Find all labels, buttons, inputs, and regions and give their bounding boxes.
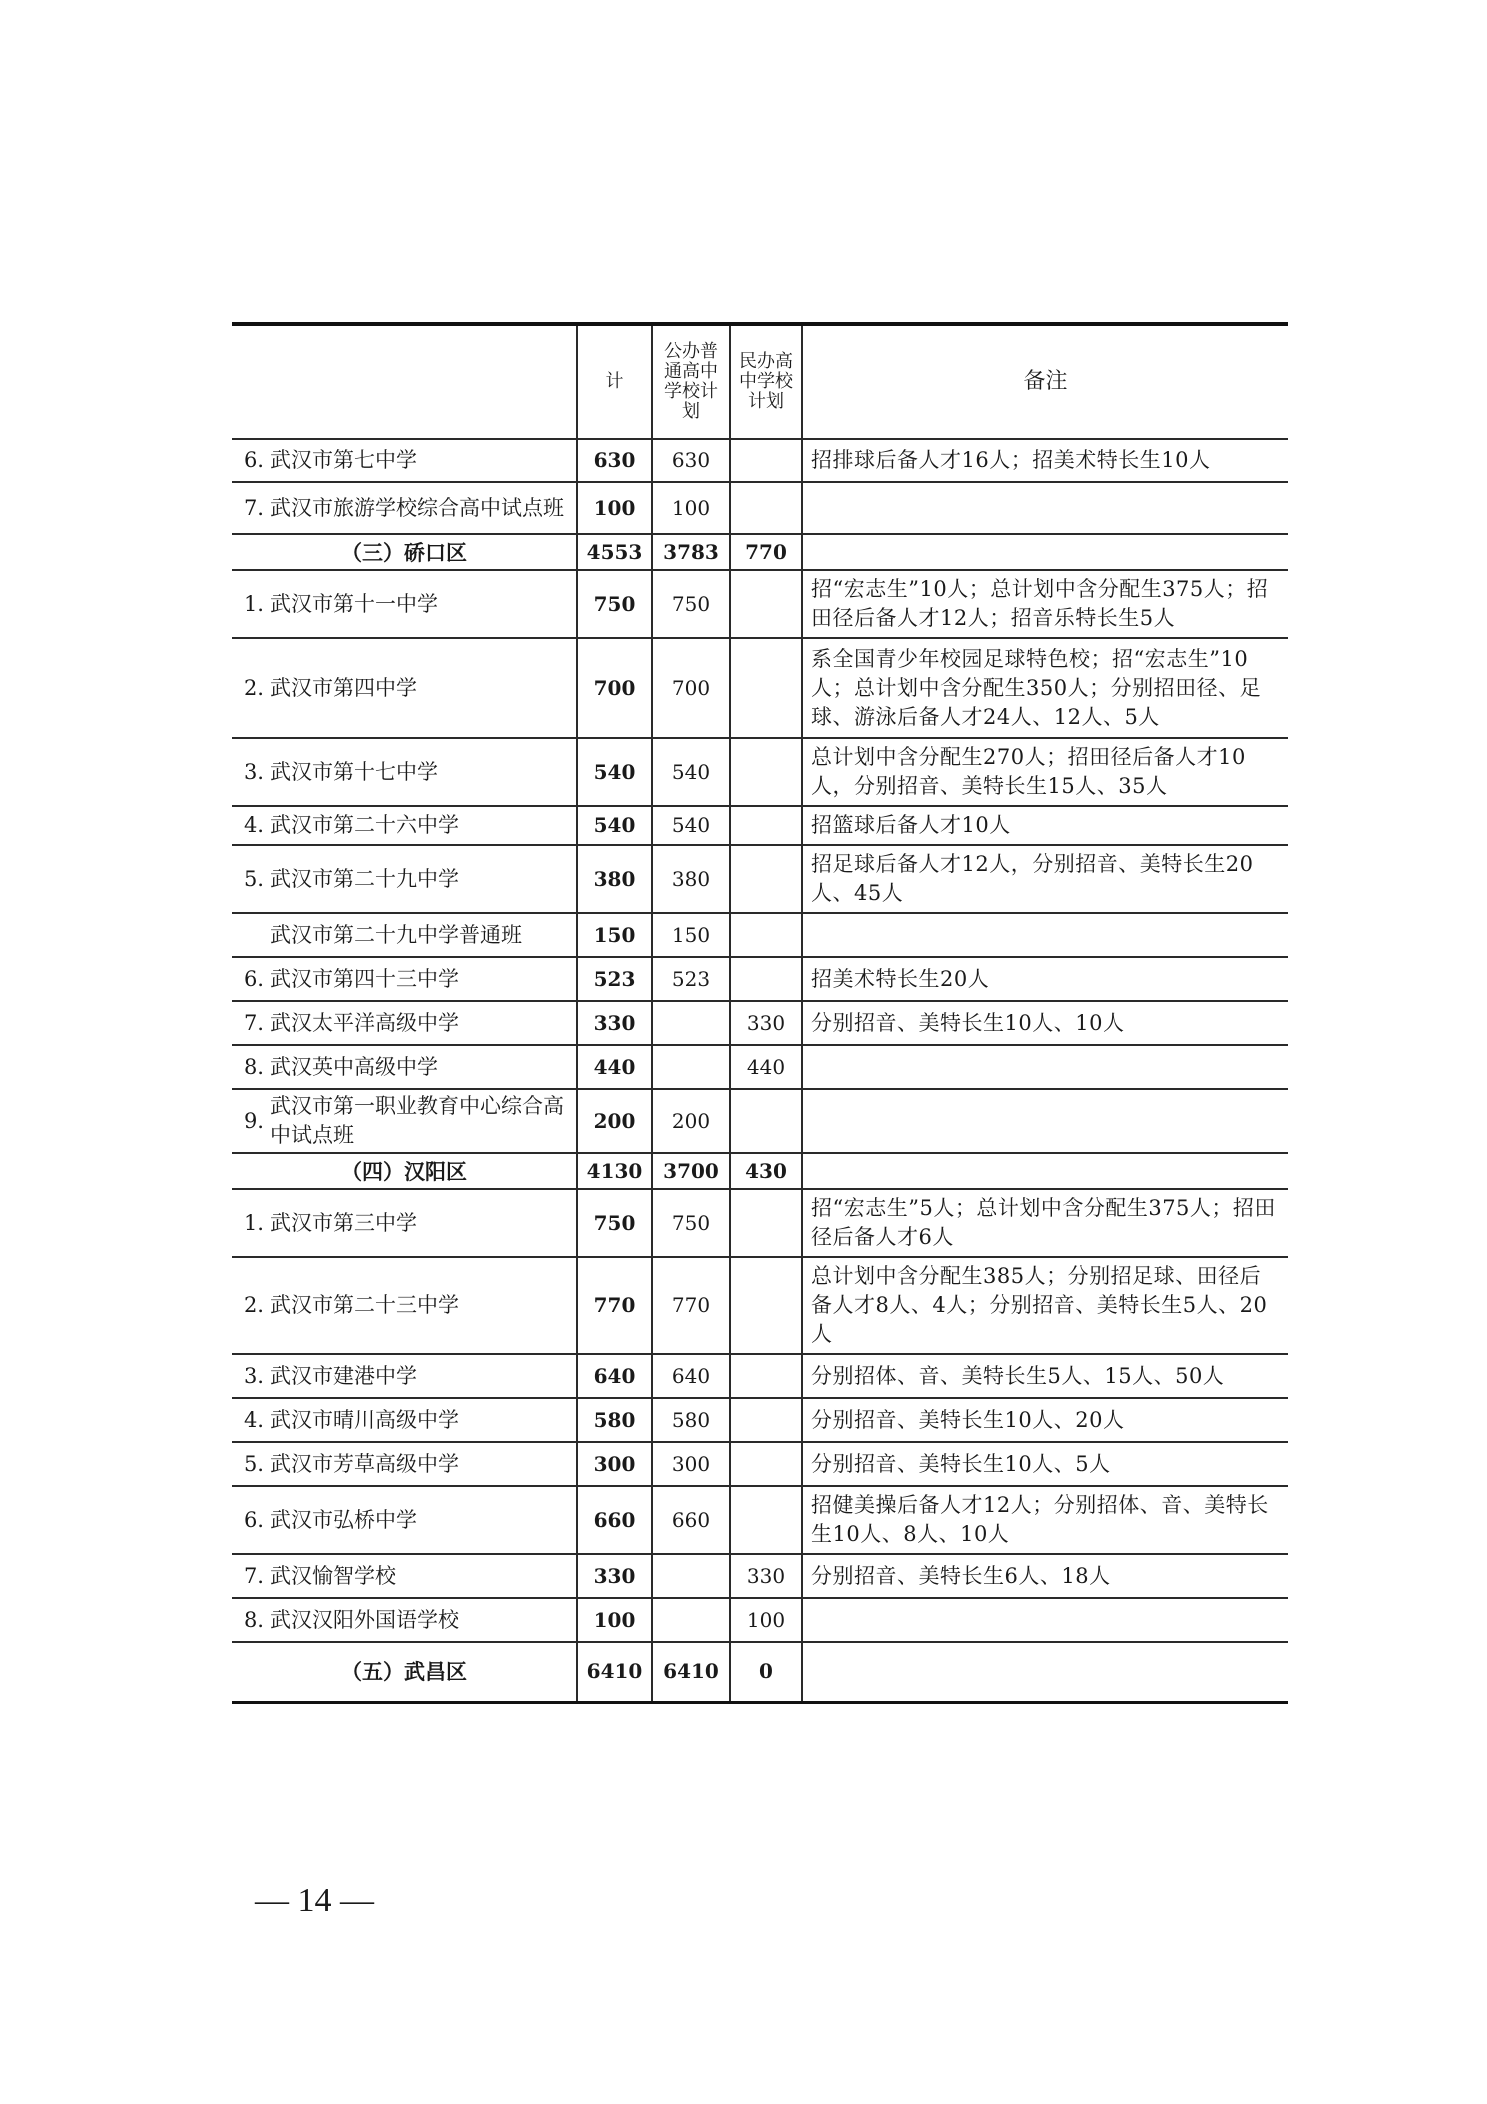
total-cell: 4130 xyxy=(577,1153,652,1189)
total-cell: 523 xyxy=(577,957,652,1001)
private-cell: 0 xyxy=(730,1642,802,1702)
private-cell: 430 xyxy=(730,1153,802,1189)
private-cell: 440 xyxy=(730,1045,802,1089)
note-cell: 招“宏志生”5人；总计划中含分配生375人；招田径后备人才6人 xyxy=(802,1189,1288,1257)
row-number: 7． xyxy=(244,1563,279,1588)
row-number: 8． xyxy=(244,1054,279,1079)
table-row xyxy=(232,1442,1288,1486)
total-cell: 540 xyxy=(577,806,652,845)
public-cell: 630 xyxy=(652,439,730,482)
row-number: 2． xyxy=(244,675,279,700)
row-number: 7． xyxy=(244,1010,279,1035)
school-name: 武汉太平洋高级中学 xyxy=(270,1010,459,1035)
table-row xyxy=(232,570,1288,638)
table-row xyxy=(232,439,1288,482)
header-total: 计 xyxy=(577,324,652,439)
table-header-row xyxy=(232,324,1288,439)
total-cell: 330 xyxy=(577,1554,652,1598)
school-name: 武汉市第四十三中学 xyxy=(270,966,459,991)
table-row xyxy=(232,738,1288,806)
note-cell: 招美术特长生20人 xyxy=(802,957,1288,1001)
public-cell: 200 xyxy=(652,1089,730,1153)
public-cell: 770 xyxy=(652,1257,730,1354)
section-row xyxy=(232,534,1288,570)
table-row xyxy=(232,1001,1288,1045)
private-cell: 330 xyxy=(730,1554,802,1598)
public-cell: 750 xyxy=(652,1189,730,1257)
table-row xyxy=(232,482,1288,534)
public-cell: 3700 xyxy=(652,1153,730,1189)
private-cell xyxy=(730,738,802,806)
table-row xyxy=(232,1398,1288,1442)
public-cell: 380 xyxy=(652,845,730,913)
school-name: 武汉市芳草高级中学 xyxy=(270,1451,459,1476)
note-cell: 招排球后备人才16人；招美术特长生10人 xyxy=(802,439,1288,482)
school-name: 武汉市弘桥中学 xyxy=(270,1507,417,1532)
private-cell xyxy=(730,913,802,957)
total-cell: 100 xyxy=(577,482,652,534)
district-name: （四）汉阳区 xyxy=(232,1153,577,1189)
header-private-plan: 民办高中学校计划 xyxy=(730,324,802,439)
public-cell xyxy=(652,1598,730,1642)
note-cell: 招篮球后备人才10人 xyxy=(802,806,1288,845)
public-cell: 540 xyxy=(652,738,730,806)
school-name: 武汉市第二十九中学普通班 xyxy=(270,922,522,947)
row-number: 8． xyxy=(244,1607,279,1632)
total-cell: 750 xyxy=(577,570,652,638)
public-cell: 700 xyxy=(652,638,730,738)
table-row xyxy=(232,845,1288,913)
private-cell xyxy=(730,845,802,913)
enrollment-plan-table xyxy=(232,322,1288,1704)
total-cell: 440 xyxy=(577,1045,652,1089)
note-cell xyxy=(802,1089,1288,1153)
public-cell: 580 xyxy=(652,1398,730,1442)
public-cell: 540 xyxy=(652,806,730,845)
public-cell: 3783 xyxy=(652,534,730,570)
private-cell xyxy=(730,1486,802,1554)
row-number: 2． xyxy=(244,1293,279,1317)
public-cell: 6410 xyxy=(652,1642,730,1702)
public-cell: 150 xyxy=(652,913,730,957)
note-cell xyxy=(802,482,1288,534)
school-name: 武汉汉阳外国语学校 xyxy=(270,1607,459,1632)
district-name: （三）硚口区 xyxy=(232,534,577,570)
total-cell: 6410 xyxy=(577,1642,652,1702)
row-number: 3． xyxy=(244,1363,279,1388)
private-cell: 330 xyxy=(730,1001,802,1045)
section-row xyxy=(232,1153,1288,1189)
public-cell: 300 xyxy=(652,1442,730,1486)
page-number: — 14 — xyxy=(255,1882,374,1919)
section-row xyxy=(232,1642,1288,1702)
row-number: 3． xyxy=(244,759,279,784)
school-name: 武汉市第十七中学 xyxy=(270,759,438,784)
school-name: 武汉市第七中学 xyxy=(270,448,417,472)
note-cell: 招足球后备人才12人，分别招音、美特长生20人、45人 xyxy=(802,845,1288,913)
total-cell: 100 xyxy=(577,1598,652,1642)
school-name: 武汉市建港中学 xyxy=(270,1363,417,1388)
private-cell xyxy=(730,1398,802,1442)
total-cell: 640 xyxy=(577,1354,652,1398)
school-name: 武汉英中高级中学 xyxy=(270,1054,438,1079)
school-name: 武汉市第一职业教育中心综合高中试点班 xyxy=(270,1094,564,1147)
table-row xyxy=(232,957,1288,1001)
note-cell: 分别招音、美特长生10人、5人 xyxy=(802,1442,1288,1486)
public-cell xyxy=(652,1554,730,1598)
table-row xyxy=(232,1045,1288,1089)
private-cell xyxy=(730,1354,802,1398)
school-name: 武汉市第二十九中学 xyxy=(270,866,459,891)
public-cell: 523 xyxy=(652,957,730,1001)
school-name: 武汉市第四中学 xyxy=(270,675,417,700)
private-cell: 100 xyxy=(730,1598,802,1642)
public-cell xyxy=(652,1001,730,1045)
note-cell: 招“宏志生”10人；总计划中含分配生375人；招田径后备人才12人；招音乐特长生5人 xyxy=(802,570,1288,638)
note-cell xyxy=(802,1642,1288,1702)
row-number: 4． xyxy=(244,1407,279,1432)
table-row xyxy=(232,638,1288,738)
note-cell: 分别招音、美特长生10人、20人 xyxy=(802,1398,1288,1442)
row-number: 5． xyxy=(244,1451,279,1476)
note-cell: 分别招音、美特长生6人、18人 xyxy=(802,1554,1288,1598)
enrollment-table-container xyxy=(232,322,1288,1704)
private-cell xyxy=(730,806,802,845)
header-name-cell xyxy=(232,324,577,439)
row-number: 6． xyxy=(244,966,279,991)
note-cell xyxy=(802,534,1288,570)
header-note: 备注 xyxy=(802,324,1288,439)
private-cell xyxy=(730,1189,802,1257)
total-cell: 580 xyxy=(577,1398,652,1442)
private-cell xyxy=(730,482,802,534)
note-cell: 总计划中含分配生385人；分别招足球、田径后备人才8人、4人；分别招音、美特长生5人、20人 xyxy=(802,1257,1288,1354)
school-name: 武汉市第三中学 xyxy=(270,1210,417,1235)
table-row xyxy=(232,1089,1288,1153)
row-number: 6． xyxy=(244,448,279,472)
row-number: 1． xyxy=(244,1210,279,1235)
row-number: 9． xyxy=(244,1108,279,1133)
row-number: 5． xyxy=(244,866,279,891)
private-cell xyxy=(730,570,802,638)
school-name: 武汉愉智学校 xyxy=(270,1563,396,1588)
note-cell: 总计划中含分配生270人；招田径后备人才10人，分别招音、美特长生15人、35人 xyxy=(802,738,1288,806)
school-name: 武汉市旅游学校综合高中试点班 xyxy=(270,495,564,520)
public-cell xyxy=(652,1045,730,1089)
school-name: 武汉市第二十三中学 xyxy=(270,1293,459,1317)
note-cell xyxy=(802,913,1288,957)
total-cell: 660 xyxy=(577,1486,652,1554)
row-number: 1． xyxy=(244,591,279,616)
total-cell: 4553 xyxy=(577,534,652,570)
note-cell: 分别招音、美特长生10人、10人 xyxy=(802,1001,1288,1045)
private-cell: 770 xyxy=(730,534,802,570)
note-cell: 系全国青少年校园足球特色校；招“宏志生”10人；总计划中含分配生350人；分别招田径、足球、游泳后备人才24人、12人、5人 xyxy=(802,638,1288,738)
table-row xyxy=(232,1598,1288,1642)
row-number: 6． xyxy=(244,1507,279,1532)
table-row xyxy=(232,913,1288,957)
public-cell: 100 xyxy=(652,482,730,534)
note-cell: 分别招体、音、美特长生5人、15人、50人 xyxy=(802,1354,1288,1398)
table-row xyxy=(232,1189,1288,1257)
school-name: 武汉市第二十六中学 xyxy=(270,813,459,837)
private-cell xyxy=(730,1442,802,1486)
row-number: 7． xyxy=(244,495,279,520)
total-cell: 700 xyxy=(577,638,652,738)
note-cell xyxy=(802,1153,1288,1189)
private-cell xyxy=(730,957,802,1001)
private-cell xyxy=(730,1089,802,1153)
note-cell xyxy=(802,1045,1288,1089)
public-cell: 640 xyxy=(652,1354,730,1398)
table-row xyxy=(232,1354,1288,1398)
total-cell: 200 xyxy=(577,1089,652,1153)
total-cell: 330 xyxy=(577,1001,652,1045)
table-row xyxy=(232,806,1288,845)
public-cell: 660 xyxy=(652,1486,730,1554)
total-cell: 770 xyxy=(577,1257,652,1354)
table-row xyxy=(232,1257,1288,1354)
private-cell xyxy=(730,439,802,482)
school-name: 武汉市晴川高级中学 xyxy=(270,1407,459,1432)
total-cell: 150 xyxy=(577,913,652,957)
header-public-plan: 公办普通高中学校计划 xyxy=(652,324,730,439)
total-cell: 630 xyxy=(577,439,652,482)
private-cell xyxy=(730,1257,802,1354)
school-name: 武汉市第十一中学 xyxy=(270,591,438,616)
total-cell: 380 xyxy=(577,845,652,913)
district-name: （五）武昌区 xyxy=(232,1642,577,1702)
total-cell: 540 xyxy=(577,738,652,806)
private-cell xyxy=(730,638,802,738)
note-cell xyxy=(802,1598,1288,1642)
row-number: 4． xyxy=(244,813,279,837)
table-row xyxy=(232,1554,1288,1598)
note-cell: 招健美操后备人才12人；分别招体、音、美特长生10人、8人、10人 xyxy=(802,1486,1288,1554)
total-cell: 750 xyxy=(577,1189,652,1257)
public-cell: 750 xyxy=(652,570,730,638)
table-row xyxy=(232,1486,1288,1554)
total-cell: 300 xyxy=(577,1442,652,1486)
